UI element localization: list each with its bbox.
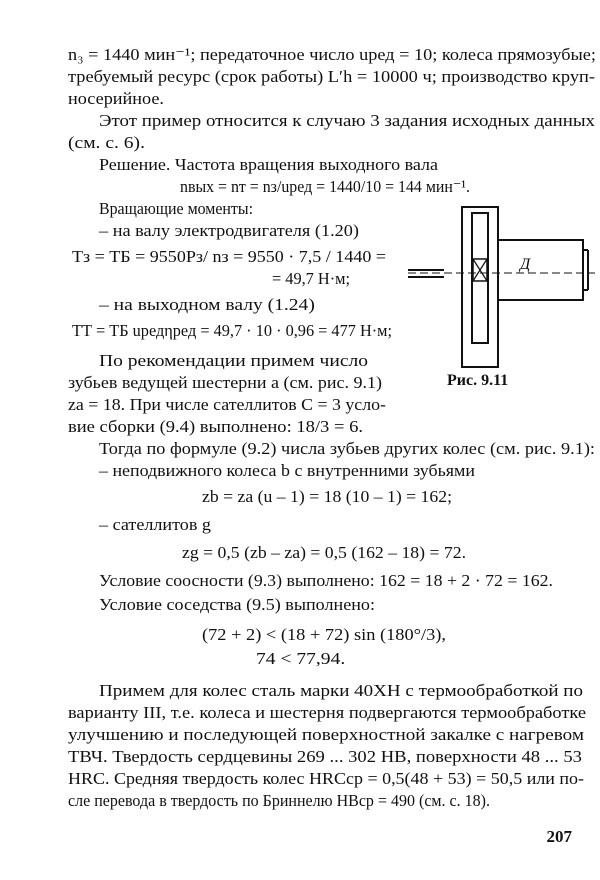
text-line: – неподвижного колеса b с внутренними зубьями — [99, 461, 475, 480]
formula-line: nвых = nт = nз/uред = 1440/10 = 144 мин⁻¹. — [180, 177, 470, 196]
text-line: HRC. Средняя твердость колес HRCср = 0,5(48 + 53) = 50,5 или по- — [68, 769, 584, 788]
output-body — [498, 240, 583, 300]
formula-line: = 49,7 Н·м; — [272, 269, 350, 288]
text-line: По рекомендации примем число — [99, 351, 369, 370]
text-line: Условие соседства (9.5) выполнено: — [99, 595, 375, 614]
text-line: зубьев ведущей шестерни a (см. рис. 9.1) — [68, 373, 382, 392]
planetary-gear-figure — [400, 195, 600, 395]
text-line: (см. с. 6). — [68, 133, 145, 152]
figure-caption: Рис. 9.11 — [447, 372, 509, 389]
text-line: вие сборки (9.4) выполнено: 18/3 = 6. — [68, 417, 363, 436]
formula-line: TТ = TБ uредηред = 49,7 · 10 · 0,96 = 477 Н·м; — [72, 321, 392, 340]
figure-label: Д — [520, 256, 531, 273]
text-line: сле перевода в твердость по Бриннелю HBср = 490 (см. с. 18). — [68, 791, 490, 810]
formula-line: (72 + 2) < (18 + 72) sin (180°/3), — [202, 625, 446, 644]
text-line: Этот пример относится к случаю 3 задания исходных данных — [99, 111, 595, 130]
formula-line: zg = 0,5 (zb – za) = 0,5 (162 – 18) = 72. — [182, 543, 466, 562]
text-line: требуемый ресурс (срок работы) L′h = 10000 ч; производство круп- — [68, 67, 595, 86]
text-line: – на валу электродвигателя (1.20) — [99, 221, 359, 240]
page-number: 207 — [546, 827, 572, 846]
formula-line: zb = za (u – 1) = 18 (10 – 1) = 162; — [202, 487, 452, 506]
text-line: za = 18. При числе сателлитов C = 3 усло- — [68, 395, 386, 414]
text-line: – на выходном валу (1.24) — [99, 295, 315, 314]
text-line: Условие соосности (9.3) выполнено: 162 = 18 + 2 · 72 = 162. — [99, 571, 553, 590]
text-line: n₃ = 1440 мин⁻¹; передаточное число uред = 10; колеса прямозубые; — [68, 45, 596, 64]
formula-line: 74 < 77,94. — [256, 649, 346, 668]
text-line: варианту III, т.е. колеса и шестерня подвергаются термообработке — [68, 703, 586, 722]
text-line: Примем для колес сталь марки 40ХН с термообработкой по — [99, 681, 583, 700]
text-line: Вращающие моменты: — [99, 199, 253, 218]
text-line: Решение. Частота вращения выходного вала — [99, 155, 438, 174]
text-line: Тогда по формуле (9.2) числа зубьев других колес (см. рис. 9.1): — [99, 439, 595, 458]
text-line: – сателлитов g — [99, 515, 211, 534]
formula-line: Tз = TБ = 9550Pз/ nз = 9550 · 7,5 / 1440 = — [72, 247, 386, 266]
text-line: ТВЧ. Твердость сердцевины 269 ... 302 HB, поверхности 48 ... 53 — [68, 747, 582, 766]
text-line: носерийное. — [68, 89, 164, 108]
text-line: улучшению и последующей поверхностной закалке с нагревом — [68, 725, 584, 744]
